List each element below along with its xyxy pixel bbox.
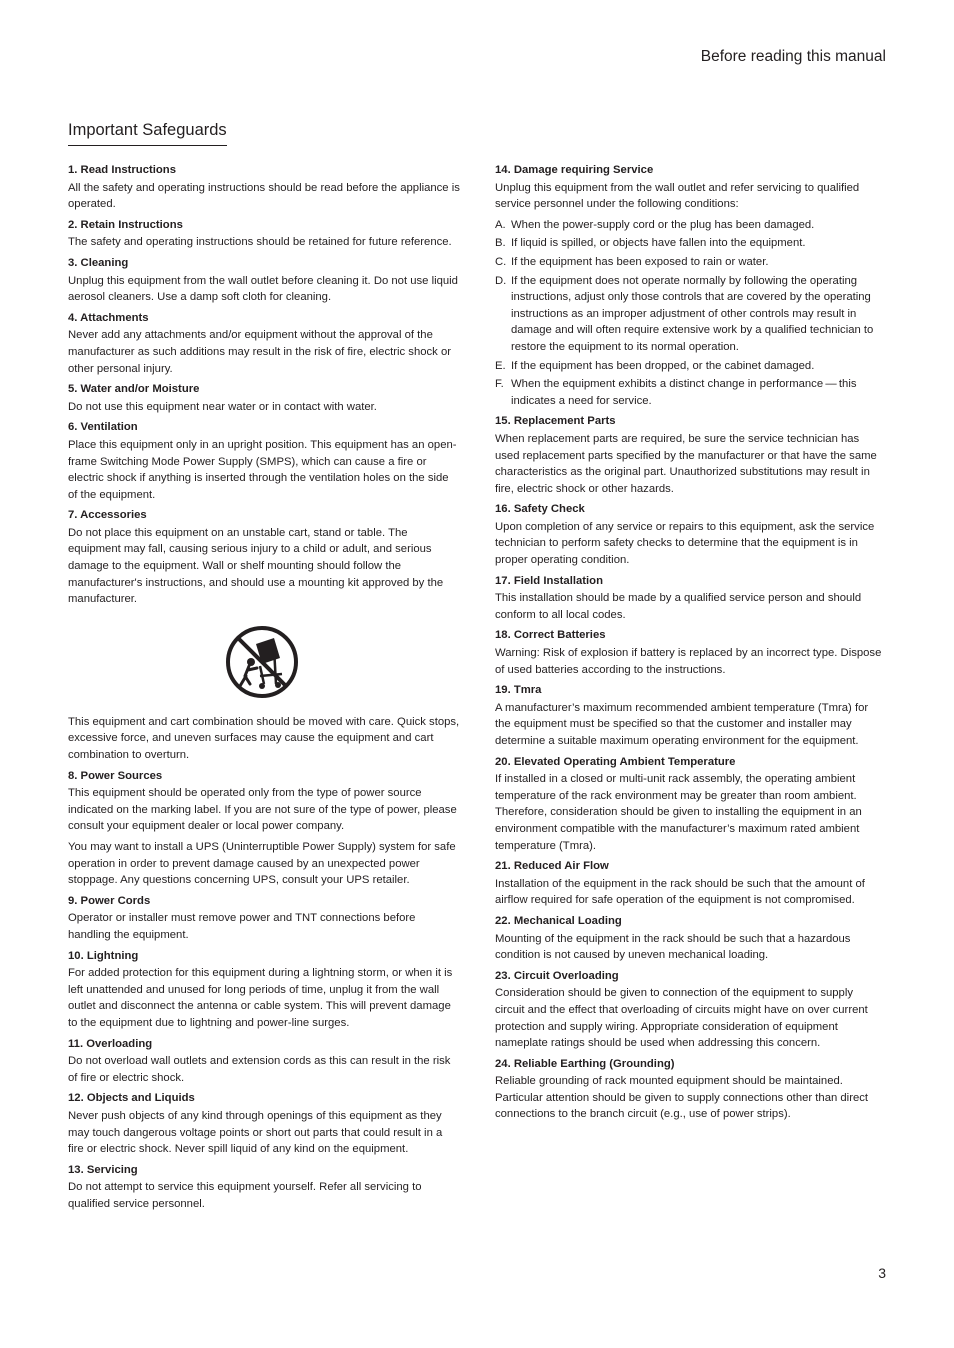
running-header: Before reading this manual — [700, 48, 886, 65]
item-body: For added protection for this equipment during a lightning storm, or when it is left unattended and unused for long periods of time, unplug it from the wall outlet and disconnect the antenna or cable system. This will prevent damage to the equipment due to lightning and power-line surges. — [68, 967, 453, 1029]
item-body: Unplug this equipment from the wall outlet and refer servicing to qualified service personnel under the following conditions: — [495, 181, 860, 211]
item-heading: 14. Damage requiring Service — [495, 164, 654, 176]
condition-text: When the power-supply cord or the plug has been damaged. — [511, 218, 815, 231]
safeguard-item — [495, 627, 883, 678]
safeguard-item — [68, 419, 460, 503]
item-body: Warning: Risk of explosion if battery is replaced by an incorrect type. Dispose of used batteries according to the instructions. — [495, 647, 882, 676]
item-heading: 17. Field Installation — [495, 574, 603, 587]
item-body: Place this equipment only in an upright position. This equipment has an open-frame Switching Mode Power Supply (SMPS), which can cause a fire or electric shock if anything is inserted through the ventilation holes on the side of the equipment. — [68, 438, 457, 501]
item-body: If installed in a closed or multi-unit rack assembly, the operating ambient temperature of the rack environment may be greater than room ambient. Therefore, consideration should be given to installing the equipment in an environment compatible with the manufacturer’s maximum rated ambient temperature (Tmra). — [495, 773, 862, 852]
item-heading: 24. Reliable Earthing (Grounding) — [495, 1057, 675, 1070]
item-body: When replacement parts are required, be sure the service technician has used replacement parts specified by the manufacturer or that have the same characteristics as the original part. Unauthorized substitutions may result in fire, electric shock or other hazards. — [495, 432, 877, 495]
item-body: Do not attempt to service this equipment yourself. Refer all servicing to qualified service personnel. — [68, 1181, 422, 1210]
left-items — [68, 162, 460, 608]
safeguard-item — [68, 310, 460, 377]
safeguard-item — [495, 573, 883, 624]
safeguard-item — [68, 1162, 460, 1213]
safeguard-item — [495, 858, 883, 909]
condition-letter: D. — [495, 274, 507, 287]
item-heading: 1. Read Instructions — [68, 164, 176, 176]
item-heading: 3. Cleaning — [68, 256, 129, 269]
cart-warning-icon — [224, 624, 300, 700]
item-heading: 5. Water and/or Moisture — [68, 383, 200, 396]
safeguard-item — [495, 682, 883, 749]
safeguard-item — [495, 968, 883, 1052]
item-body: Consideration should be given to connection of the equipment to supply circuit and the effect that overloading of circuits might have on over current protection and supply wiring. Appropriate consideration of equipment nameplate ratings should be used when addressing this concern. — [495, 987, 868, 1050]
item-heading: 21. Reduced Air Flow — [495, 860, 609, 873]
safeguard-item — [495, 413, 883, 497]
item-body: All the safety and operating instructions should be read before the appliance is operated. — [68, 181, 460, 211]
item-heading: 9. Power Cords — [68, 894, 151, 907]
safeguard-item — [68, 948, 460, 1032]
section-title: Important Safeguards — [68, 121, 227, 146]
item-heading: 20. Elevated Operating Ambient Temperature — [495, 755, 736, 768]
item-14 — [495, 162, 883, 409]
safeguard-item — [68, 893, 460, 944]
condition-text: If liquid is spilled, or objects have fallen into the equipment. — [511, 237, 806, 250]
condition-item — [495, 273, 883, 356]
condition-letter: C. — [495, 255, 507, 268]
safeguard-item — [68, 255, 460, 306]
right-items — [495, 413, 883, 1123]
item-body: Never push objects of any kind through openings of this equipment as they may touch dangerous voltage points or short out parts that could result in a fire or electric shock. Never spill liquid of any kind on the equipment. — [68, 1109, 443, 1156]
cart-caption: This equipment and cart combination should be moved with care. Quick stops, excessive force, and uneven surfaces may cause the equipment and cart combination to overturn. — [68, 715, 460, 762]
condition-text: If the equipment has been dropped, or the cabinet damaged. — [511, 359, 815, 372]
item-body: Reliable grounding of rack mounted equipment should be maintained. Particular attention should be given to supply connections other than direct connections to the branch circuit (e.g., use of power strips). — [495, 1075, 869, 1121]
condition-text: When the equipment exhibits a distinct change in performance — this indicates a need for service. — [511, 378, 857, 407]
item-heading: 8. Power Sources — [68, 769, 163, 782]
item-body: Operator or installer must remove power and TNT connections before handling the equipment. — [68, 912, 416, 941]
item-heading: 7. Accessories — [68, 509, 147, 522]
item-heading: 19. Tmra — [495, 684, 542, 697]
condition-text: If the equipment does not operate normally by following the operating instructions, adjust only those controls that are covered by the operating instructions as an improper adjustment of other controls may result in damage and will often require extensive work by a qualified technician to restore the equipment to its normal operation. — [511, 274, 874, 353]
condition-item — [495, 217, 883, 234]
item-body: Installation of the equipment in the rack should be such that the amount of airflow required for safe operation of the equipment is not compromised. — [495, 877, 865, 907]
item-heading: 18. Correct Batteries — [495, 629, 606, 642]
safeguard-item — [495, 754, 883, 855]
condition-text: If the equipment has been exposed to rain or water. — [511, 255, 769, 268]
item-body: This equipment should be operated only from the type of power source indicated on the marking label. If you are not sure of the type of power, please consult your equipment dealer or local power company. — [68, 787, 457, 833]
condition-letter: A. — [495, 218, 506, 231]
item-heading: 13. Servicing — [68, 1163, 138, 1176]
item-body: Mounting of the equipment in the rack should be such that a hazardous condition is not caused by uneven mechanical loading. — [495, 932, 851, 962]
safeguard-item — [68, 1090, 460, 1157]
safeguard-item — [68, 507, 460, 608]
safeguard-item — [495, 1056, 883, 1123]
left-column — [68, 162, 460, 1216]
safeguard-item — [68, 1036, 460, 1087]
condition-letter: B. — [495, 237, 506, 250]
right-column — [495, 162, 883, 1127]
condition-item — [495, 235, 883, 252]
condition-list — [495, 217, 883, 410]
item-body: Never add any attachments and/or equipment without the approval of the manufacturer as such additions may result in the risk of fire, electric shock or other personal injury. — [68, 329, 451, 375]
item-body: A manufacturer’s maximum recommended ambient temperature (Tmra) for the equipment must be specified so that the customer and installer may determine a suitable maximum operating environment for the equipment. — [495, 701, 869, 747]
safeguard-item — [68, 768, 460, 889]
item-body: The safety and operating instructions should be retained for future reference. — [68, 236, 452, 249]
condition-letter: E. — [495, 359, 506, 372]
safeguard-item — [495, 501, 883, 568]
item-heading: 6. Ventilation — [68, 421, 138, 434]
item-heading: 11. Overloading — [68, 1037, 153, 1050]
item-heading: 22. Mechanical Loading — [495, 914, 622, 927]
page-number: 3 — [878, 1265, 886, 1281]
item-body: Unplug this equipment from the wall outlet before cleaning it. Do not use liquid aerosol cleaners. Use a damp soft cloth for cleaning. — [68, 274, 458, 304]
item-heading: 10. Lightning — [68, 949, 139, 962]
item-heading: 15. Replacement Parts — [495, 415, 616, 428]
safeguard-item — [68, 381, 460, 415]
item-heading: 4. Attachments — [68, 311, 149, 324]
condition-item — [495, 376, 883, 409]
item-body: Do not overload wall outlets and extension cords as this can result in the risk of fire or electric shock. — [68, 1055, 451, 1084]
item-body: This installation should be made by a qualified service person and should conform to all local codes. — [495, 592, 862, 621]
item-heading: 12. Objects and Liquids — [68, 1092, 195, 1105]
condition-item — [495, 254, 883, 271]
item-heading: 16. Safety Check — [495, 503, 585, 516]
safeguard-item — [495, 913, 883, 964]
cart-figure — [68, 624, 460, 700]
item-body: Upon completion of any service or repairs to this equipment, ask the service technician to perform safety checks to determine that the equipment is in proper operating condition. — [495, 520, 875, 567]
safeguard-item — [68, 162, 460, 213]
condition-letter: F. — [495, 378, 504, 391]
item-body: You may want to install a UPS (Uninterruptible Power Supply) system for safe operation in order to prevent damage caused by an unexpected power stoppage. Any questions concerning UPS, consult your UPS retailer. — [68, 841, 456, 887]
item-heading: 2. Retain Instructions — [68, 218, 183, 231]
condition-item — [495, 358, 883, 375]
item-body: Do not use this equipment near water or in contact with water. — [68, 400, 377, 413]
item-body: Do not place this equipment on an unstable cart, stand or table. The equipment may fall, causing serious injury to a child or adult, and serious damage to the equipment. Wall or shelf mounting should follow the manufacturer's instructions, and should use a mounting kit approved by the manufacturer. — [68, 526, 444, 606]
safeguard-item — [68, 217, 460, 251]
item-heading: 23. Circuit Overloading — [495, 969, 619, 982]
left-items-2 — [68, 768, 460, 1213]
